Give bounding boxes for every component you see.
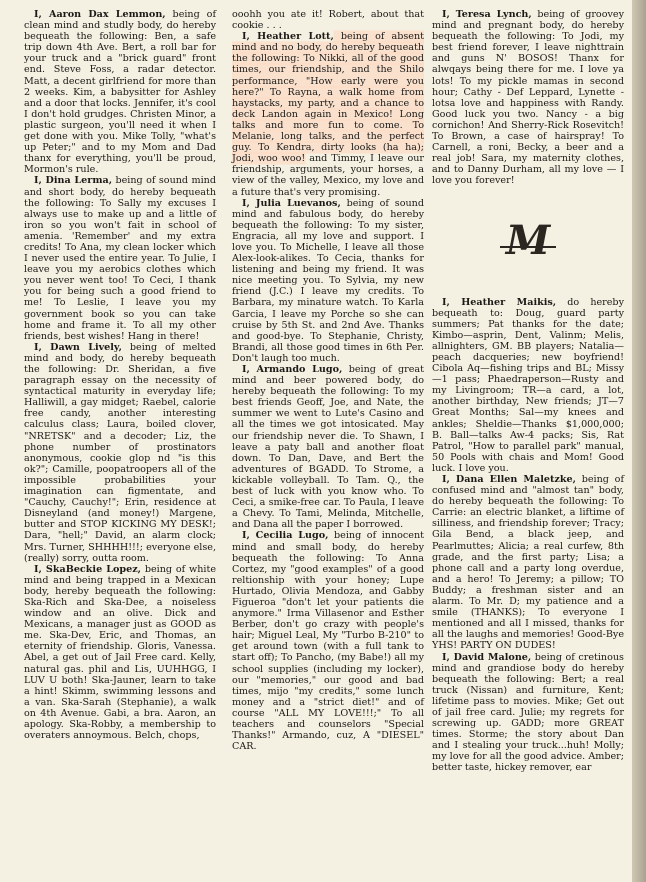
will-entry <box>24 175 216 341</box>
entry-name: I, Armando Lugo, <box>242 364 343 375</box>
page-edge <box>632 0 646 882</box>
text-column-3 <box>432 9 624 774</box>
will-entry <box>24 342 216 564</box>
entry-name: I, SkaBeckie Lopez, <box>34 563 142 575</box>
will-entry <box>432 297 624 475</box>
entry-name: I, David Malone, <box>442 651 532 663</box>
will-entry <box>24 9 216 175</box>
text-column-1 <box>24 9 216 741</box>
will-entry <box>232 198 424 364</box>
entry-name: I, Heather Lott, <box>242 31 334 43</box>
will-entry <box>232 530 424 752</box>
entry-text: being of groovey mind and pregnant body, do hereby bequeath the following: To Jodi, my best friend forever, I leave nighttrain and guns N' BOSOS! Thanx for alwqays being there for me. I love ya lots! To my pickle mamas in second hour; Cathy - Def Leppard, Lynette - lotsa love and happiness with Randy. Good luck you two. Nancy - a big cornichon! And Sherry-Rick Rosevitch! To Brown, a case of hairspray! To Carnell, a roni, Becky, a beer and a real job! Sara, my maternity clothes, and to Danny Durham, all my love — I love you forever! <box>432 9 624 187</box>
ornament-letter <box>432 187 624 297</box>
entry-text: ooohh you ate it! Robert, about that cookie . . . <box>232 9 424 32</box>
ornament-glyph: M <box>500 235 556 248</box>
entry-text: being of clean mind and studly body, do hereby bequeath the following: Ben, a safe trip down 4th Ave. Bert, a roll bar for your truck and a "brick guard" front end. Steve Foss, a radar detector. Matt, a decent girlfriend for more than 2 weeks. Kim, a babysitter for Ashley and a door that locks. Jennifer, it's cool I don't hold grudges. Christen Minor, a plastic surgeon, you'll need it when I get done with you. Mike Tolly, "what's up Peter;" and to my Mom and Dad thanx for everything, you'll be proud, Mormon's rule. <box>24 9 216 176</box>
entry-text: being of great mind and beer powered body, do hereby bequeath the following: To my best friends Geoff, Joe, and Nate, the summer we went to Lute's Casino and all the times we got intosicated. May our friendship never die. To Shawn, I leave a paty ball and another float down. To Dan, Dave, and Bert the adventures of BGADD. To Strome, a kickable volleyball. To Tam. Q., the best of luck with you know who. To Ceci, a smike-free car. To Paula, I leave a Chevy. To Tami, Melinda, Mitchelle, and Dana all the paper I borrowed. <box>232 364 424 531</box>
entry-name: I, Dina Lerma, <box>34 175 113 187</box>
will-entry <box>232 31 424 197</box>
entry-name: I, Heather Maikis, <box>442 296 557 308</box>
entry-text: being of melted mind and body, do hereby bequeath the following: Dr. Sheridan, a five paragraph essay on the necessity of syntactical maturity in everyday life; Halliwill, a gay midget; Raebel, calorie free candy, another interesting calculus class; Laura, boiled clover, "NRETSK" and a decoder; Liz, the phone number of prostinators anonymous, cookie glop nd "is this ok?"; Camille, poopatroopers all of the impossible probabilities your imagination can figmentate, and "Cauchy, Cauchy!"; Erin, residence at Disneyland (and money!) Margene, butter and STOP KICKING MY DESK!; Dara, "hell;" David, an alarm clock; Mrs. Turner, SHHHH!!!; everyone else, (really) sorry, outta room. <box>24 341 216 564</box>
highlighted-text: being of absent mind and no body, do hereby bequeath the following: To Nikki, all of the good times, our friendship, and the Shilo performance, "How early were you here?" To Rayna, a walk home from haystacks, my party, and a chance to deck Landon again in Mexico! Long talks and more fun to come. To Melanie, long talks, and the perfect guy. To Kendra, dirty looks (ha ha); Jodi, woo woo! <box>232 31 424 165</box>
entry-text: do hereby bequeath to: Doug, guard party summers; Pat thanks for the date; Kimbo—asprin, Dent, Valinm; Melis, allnighters, GM. BB players; Natalia—peach dacqueries; new boyfriend! Cibola Aq—fishing trips and BL; Missy—1 pass; Phaedraperson—Rusty and my Livingroom; TR—a card, a lot, another birthday, New friends; JT—7 Great Months; Sal—my knees and ankles; Sheldie—Thanks $1,000,000; B. Ball—talks Aw-4 packs; Sis, Rat Patrol, "How to parallel park" manual, 50 Pools with chais and Mom! Good luck. I love you. <box>432 296 624 474</box>
entry-name: I, Dawn Lively, <box>34 341 122 353</box>
entry-text: and Timmy, I leave our friendship, arguments, your horses, a view of the valley, Mexico, my love and a future that's very promising. <box>232 153 424 198</box>
entry-name: I, Cecilia Lugo, <box>242 530 329 542</box>
will-entry <box>432 9 624 187</box>
will-entry <box>432 652 624 774</box>
entry-name: I, Aaron Dax Lemmon, <box>34 9 166 20</box>
will-entry <box>24 564 216 742</box>
text-column-2 <box>232 9 424 752</box>
entry-text: being of sound mind and fabulous body, do hereby bequeath the following: To my sister, Engracia, all my love and support. I love you. To Michelle, I leave all those Alex-look-alikes. To Cecia, thanks for listening and being my friend. It was nice meeting you. To Sylvia, my new friend (J.C.) I leave my credits. To Barbara, my minature watch. To Karla Garcia, I leave my Porche so she can cruise by 5th St. and 2nd Ave. Thanks and good-bye. To Stephanie, Christy, Brandi, all those good times in 6th Per. Don't laugh too much. <box>232 197 424 364</box>
entry-text: being of white mind and being trapped in a Mexican body, hereby bequeath the following: Ska-Rich and Ska-Dee, a noiseless window and an olive. Dick and Mexicans, a manager just as GOOD as me. Ska-Dev, Eric, and Thomas, an eternity of friendship. Gloris, Vanessa. Abel, a get out of Jail Free card. Kelly, natural gas. phil and Lis, UUHHGG, I LUV U both! Ska-Jauner, learn to take a hint! Skimm, swimming lessons and a van. Ska-Sarah (Stephanie), a walk on 4th Avenue. Gabi, a bra. Aaron, an apology. Ska-Robby, a membership to overaters annoymous. Belch, chops, <box>24 563 216 742</box>
will-entry <box>232 364 424 530</box>
entry-text: being of confused mind and "almost tan" body, do hereby bequeath the following: To Carrie: an electric blanket, a liftime of silliness, and friendship forever; Tracy; Gila Bend, a black jeep, and Pearlmuttes; Alicia; a real curfew, 8th grade, and the first party; Lisa; a phone call and a party long overdue, and a hero! To Jeremy; a pillow; TO Buddy; a freshman sister and an alarm. To Mr. D; my patience and a smile (THANKS); To everyone I mentioned and all I missed, thanks for all the laughs and memories! Good-Bye YHS! PARTY ON DUDES! <box>432 474 625 652</box>
will-entry <box>432 474 624 652</box>
entry-text: being of cretinous mind and grandiose body do hereby bequeath the following: Bert; a real truck (Nissan) and furniture, Kent; lifetime pass to movies. Mike; Get out of jail free card. Julie; my regrets for screwing up. GADD; more GREAT times. Storme; the story about Dan and I stealing your truck...huh! Molly; my love for all the good advice. Amber; better taste, hickey remover, ear <box>432 651 624 774</box>
entry-name: I, Teresa Lynch, <box>442 9 532 20</box>
entry-text: being of innocent mind and small body, do hereby bequeath the following: To Anna Cortez, my "good examples" of a good reltionship with your honey; Lupe Hurtado, Olivia Mendoza, and Gabby Figueroa "don't let your patients die anymore." Irma Villasenor and Esther Berber, don't go crazy with people's hair; Miguel Leal, My "Turbo B-210" to get around town (with a full tank to start off); To Pancho, (my Babe!) all my school supplies (including my locker), our "memories," our good and bad times, mijo "my credits," some lunch money and a "strict diet!" and of course "ALL MY LOVE!!!;" To all teachers and counselors "Special Thanks!" Armando, cuz, A "DIESEL" CAR. <box>232 530 424 753</box>
entry-text: being of sound mind and short body, do hereby bequeath the following: To Sally my excuses I always use to make up and a little of iron so you won't fait in school of amenia. 'Remember' and my extra credits! To Ana, my clean locker which I never used the entire year. To Julie, I leave you my aerobics clothes which you never went too! To Ceci, I thank you for being such a good friend to me! To Leslie, I leave you my government book so you can take home and frame it. To all my other friends, best wishes! Hang in there! <box>24 175 216 342</box>
entry-name: I, Dana Ellen Maletzke, <box>442 474 576 485</box>
will-entry-continued <box>232 9 424 31</box>
entry-name: I, Julia Luevanos, <box>242 197 341 209</box>
